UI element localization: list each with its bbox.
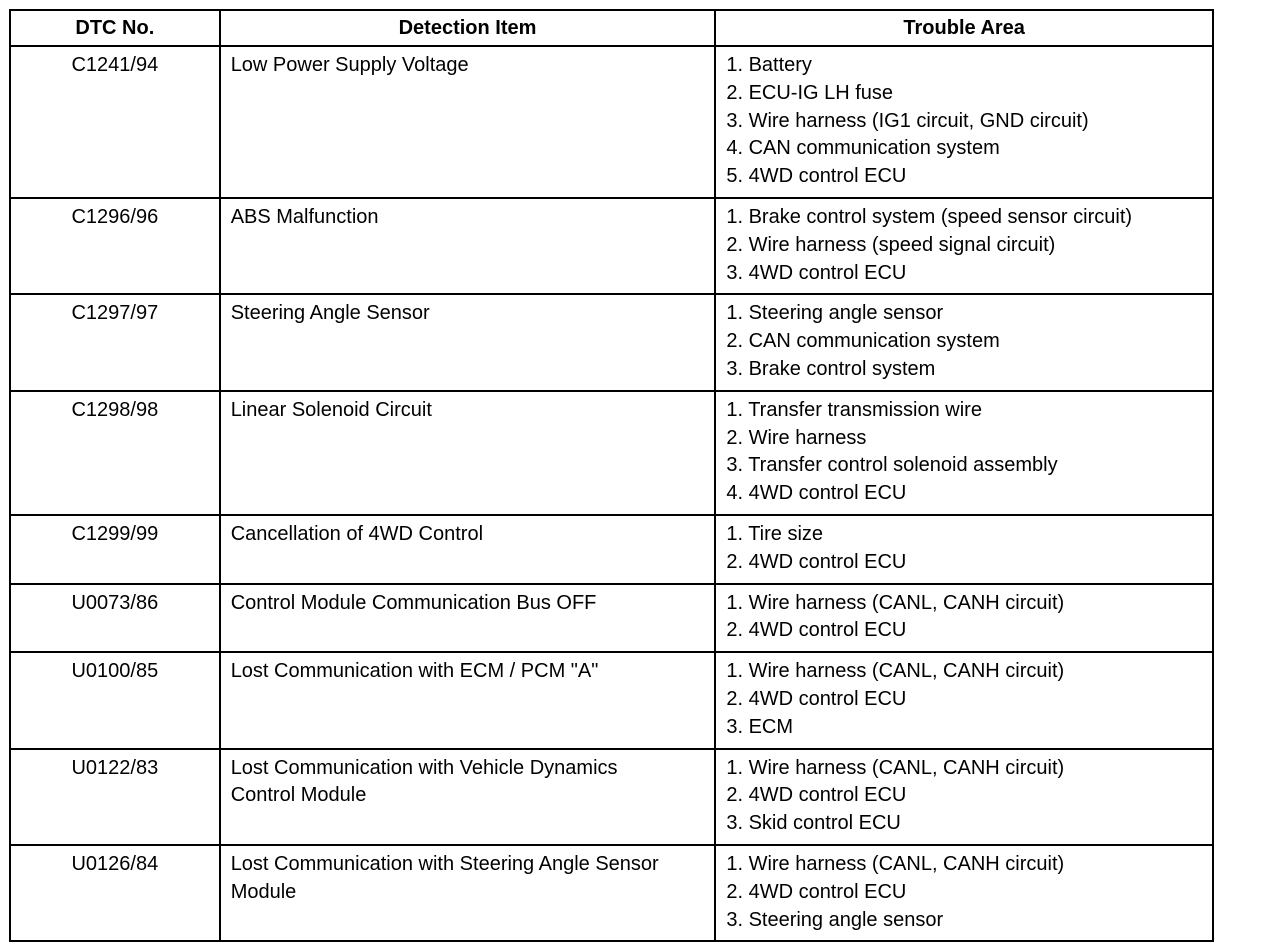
trouble-area-cell [715, 652, 1213, 748]
table-row [10, 652, 1213, 748]
trouble-area-item: 2. Wire harness [726, 426, 867, 449]
detection-item-line: Lost Communication with Vehicle Dynamics [230, 756, 618, 779]
trouble-area-item: 4. CAN communication system [726, 137, 1000, 160]
detection-item-cell [220, 515, 716, 584]
header-detection-item: Detection Item [220, 10, 716, 46]
trouble-area-item: 1. Wire harness (CANL, CANH circuit) [726, 660, 1065, 683]
dtc-code-cell: C1298/98 [10, 391, 220, 515]
trouble-area-item: 1. Battery [726, 54, 812, 76]
table-row [10, 584, 1213, 653]
trouble-area-cell [715, 845, 1213, 941]
trouble-area-item: 1. Brake control system (speed sensor circuit) [726, 205, 1133, 228]
trouble-area-item: 2. 4WD control ECU [726, 687, 907, 710]
detection-item-cell [220, 652, 716, 748]
trouble-area-item: 1. Steering angle sensor [726, 302, 944, 325]
trouble-area-item: 4. 4WD control ECU [726, 482, 907, 505]
dtc-code-cell: C1297/97 [10, 294, 220, 390]
detection-item-line: Module [230, 880, 297, 903]
detection-item-line: Linear Solenoid Circuit [230, 398, 432, 421]
trouble-area-item: 3. 4WD control ECU [726, 261, 907, 284]
trouble-area-cell [715, 749, 1213, 845]
table-row [10, 46, 1213, 198]
dtc-code-cell: C1296/96 [10, 198, 220, 294]
detection-item-line: Control Module Communication Bus OFF [230, 591, 597, 614]
trouble-area-item: 2. 4WD control ECU [726, 619, 907, 642]
detection-item-cell [220, 391, 716, 515]
dtc-code-cell: U0073/86 [10, 584, 220, 653]
table-body [10, 46, 1213, 941]
dtc-code-cell: C1241/94 [10, 46, 220, 198]
table-header [10, 10, 1213, 46]
table-row [10, 749, 1213, 845]
trouble-area-item: 1. Wire harness (CANL, CANH circuit) [726, 591, 1065, 614]
dtc-code-cell: U0100/85 [10, 652, 220, 748]
table-row [10, 391, 1213, 515]
trouble-area-item: 5. 4WD control ECU [726, 165, 907, 188]
detection-item-line: ABS Malfunction [230, 205, 379, 228]
detection-item-line: Control Module [230, 784, 367, 807]
trouble-area-item: 2. CAN communication system [726, 330, 1000, 353]
trouble-area-item: 1. Wire harness (CANL, CANH circuit) [726, 756, 1065, 779]
trouble-area-item: 3. Steering angle sensor [726, 908, 944, 931]
header-row [10, 10, 1213, 46]
table-row [10, 845, 1213, 941]
trouble-area-cell [715, 294, 1213, 390]
trouble-area-item: 2. Wire harness (speed signal circuit) [726, 233, 1056, 256]
trouble-area-item: 2. 4WD control ECU [726, 784, 907, 807]
trouble-area-item: 3. ECM [726, 715, 794, 738]
trouble-area-cell [715, 46, 1213, 198]
trouble-area-item: 1. Wire harness (CANL, CANH circuit) [726, 852, 1065, 875]
dtc-code-cell: U0126/84 [10, 845, 220, 941]
detection-item-line: Low Power Supply Voltage [230, 54, 469, 76]
trouble-area-cell [715, 391, 1213, 515]
detection-item-cell [220, 294, 716, 390]
trouble-area-item: 1. Tire size [726, 522, 824, 545]
detection-item-cell [220, 46, 716, 198]
detection-item-line: Cancellation of 4WD Control [230, 522, 484, 545]
dtc-code-cell: C1299/99 [10, 515, 220, 584]
detection-item-line: Lost Communication with ECM / PCM "A" [230, 660, 599, 683]
trouble-area-item: 2. ECU-IG LH fuse [726, 81, 894, 104]
table-row [10, 515, 1213, 584]
trouble-area-cell [715, 584, 1213, 653]
dtc-code-cell: U0122/83 [10, 749, 220, 845]
trouble-area-item: 2. 4WD control ECU [726, 550, 907, 573]
table-row [10, 198, 1213, 294]
trouble-area-item: 2. 4WD control ECU [726, 880, 907, 903]
detection-item-cell [220, 845, 716, 941]
detection-item-cell [220, 198, 716, 294]
detection-item-cell [220, 584, 716, 653]
header-dtc-no: DTC No. [10, 10, 220, 46]
trouble-area-item: 1. Transfer transmission wire [726, 398, 982, 421]
trouble-area-item: 3. Brake control system [726, 357, 936, 380]
trouble-area-item: 3. Transfer control solenoid assembly [726, 454, 1058, 477]
trouble-area-item: 3. Skid control ECU [726, 812, 901, 835]
table-row [10, 294, 1213, 390]
dtc-table [9, 9, 1214, 942]
detection-item-line: Steering Angle Sensor [230, 302, 430, 325]
header-trouble-area: Trouble Area [715, 10, 1213, 46]
detection-item-cell [220, 749, 716, 845]
trouble-area-cell [715, 515, 1213, 584]
detection-item-line: Lost Communication with Steering Angle Sensor [230, 852, 659, 875]
trouble-area-cell [715, 198, 1213, 294]
trouble-area-item: 3. Wire harness (IG1 circuit, GND circuit) [726, 109, 1089, 132]
